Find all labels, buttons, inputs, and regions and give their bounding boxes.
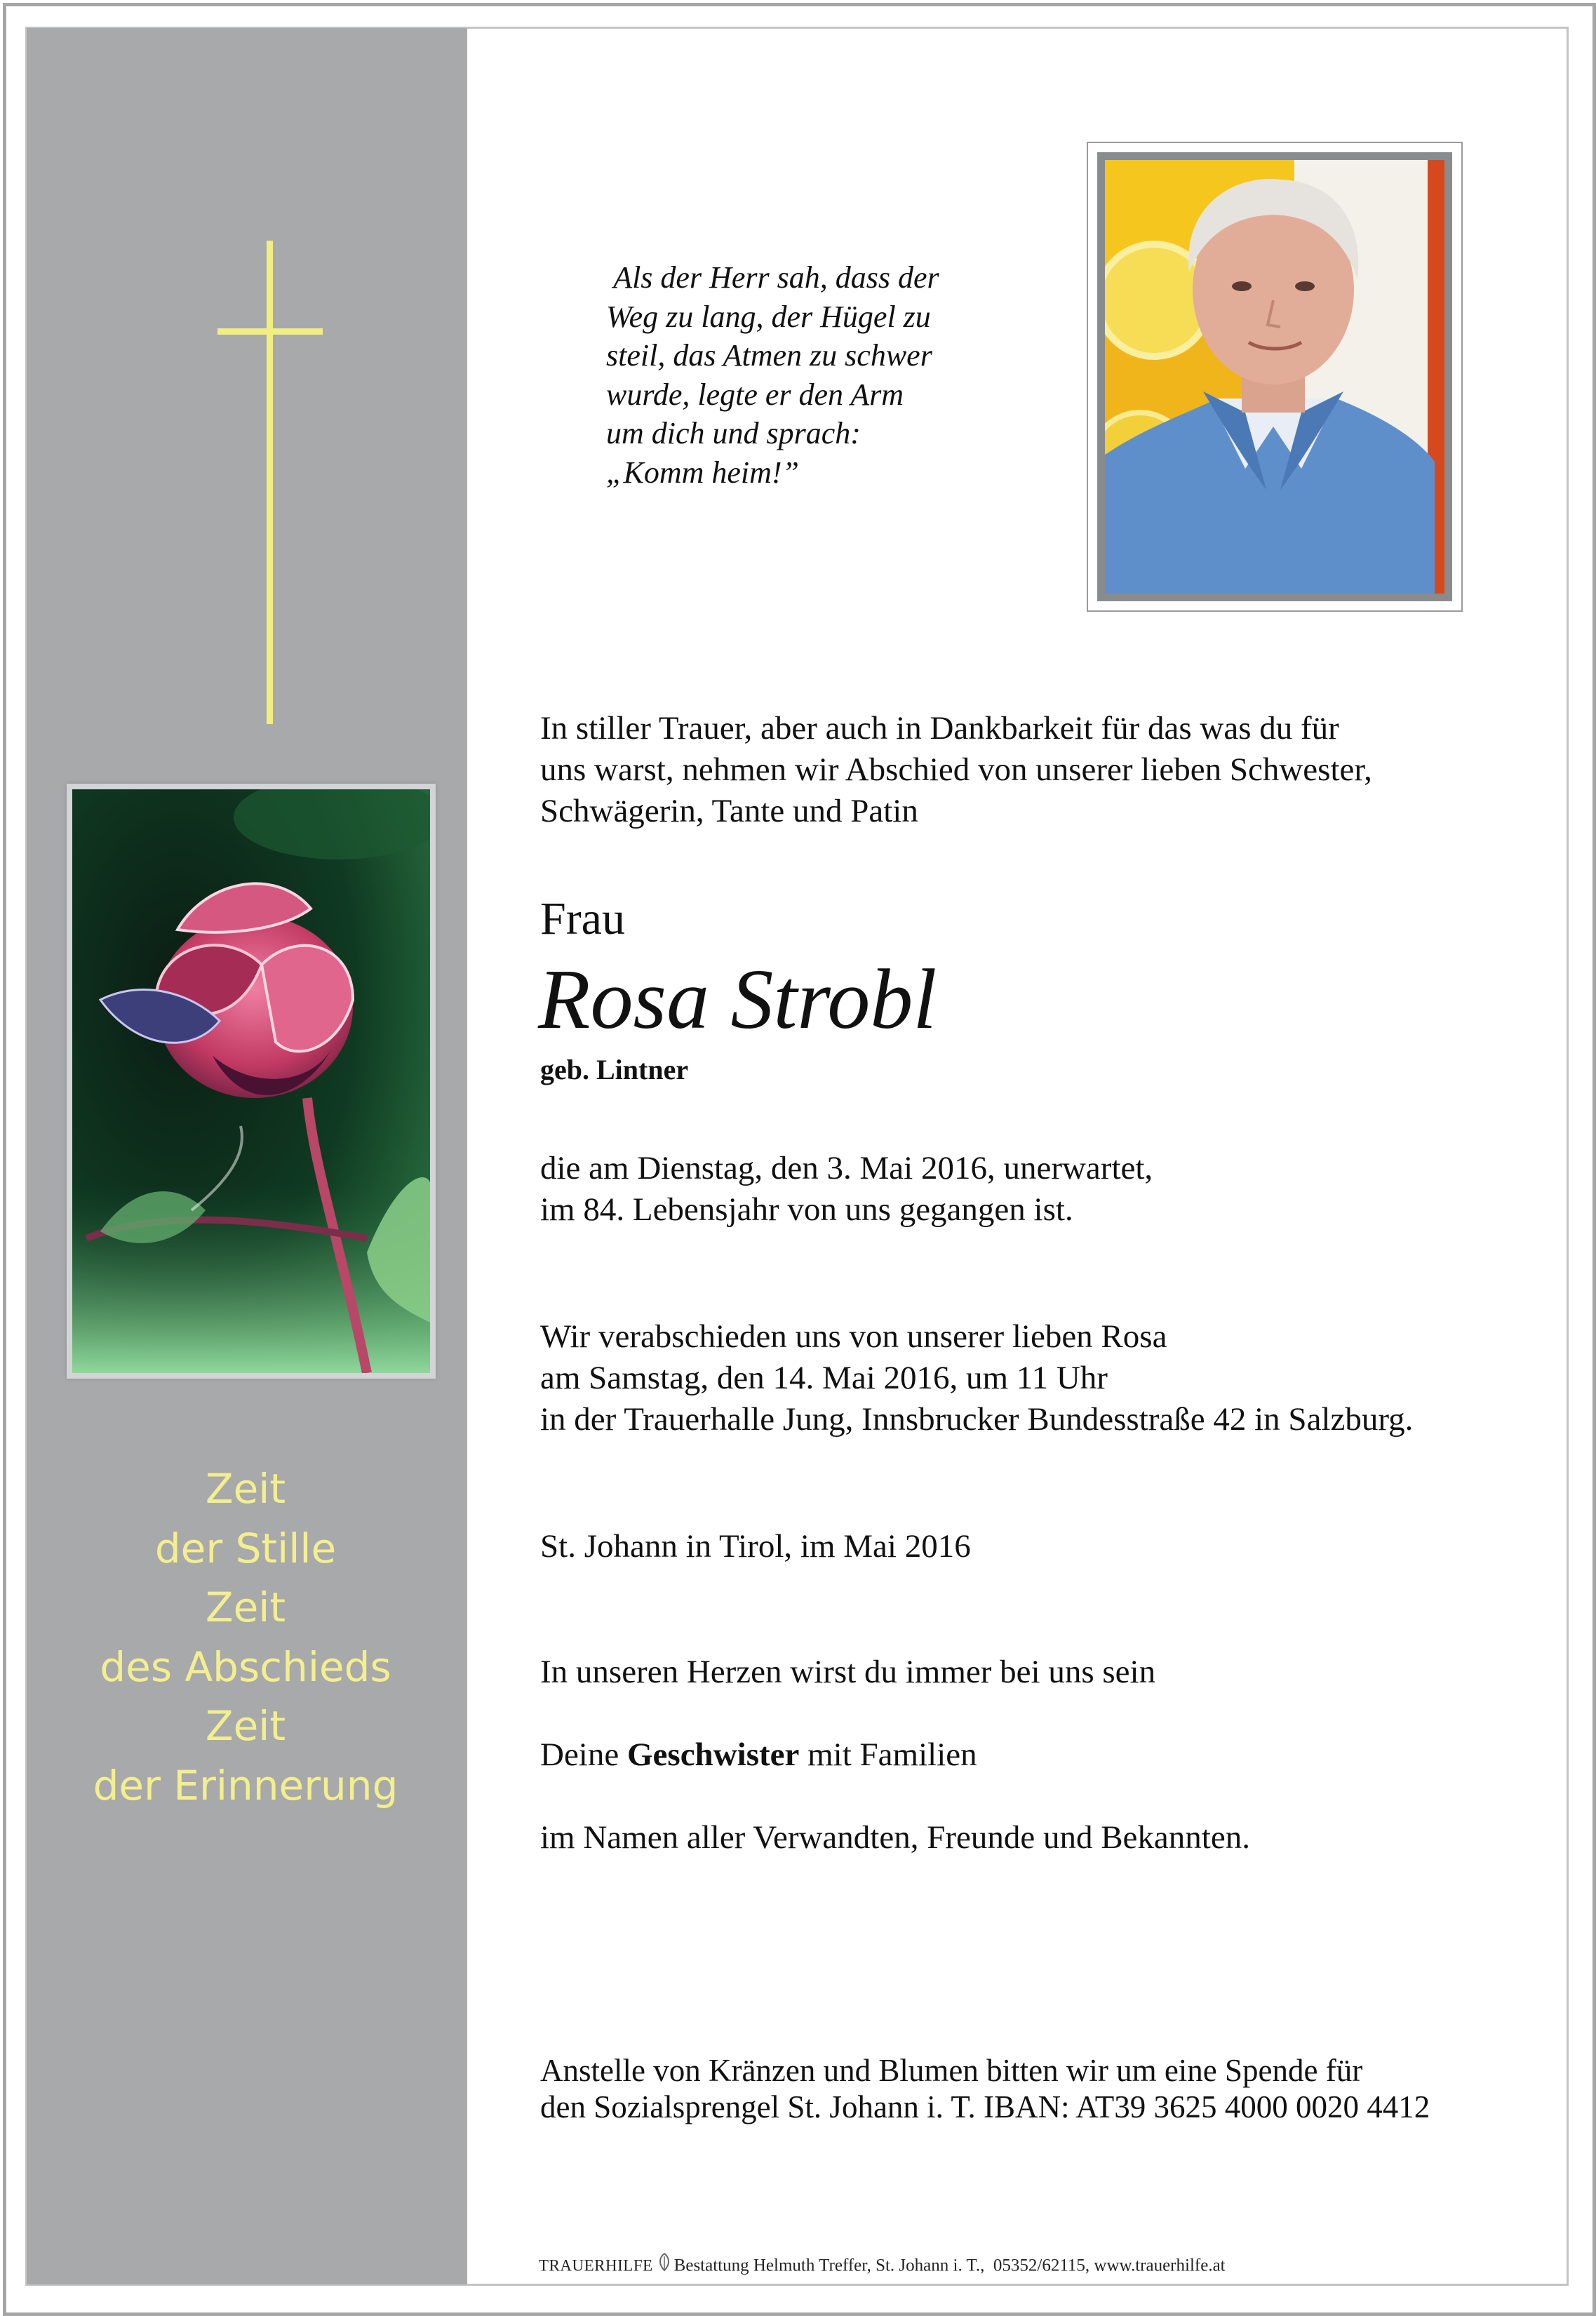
poem-line: Zeit (205, 1465, 286, 1513)
poem-line: Zeit (205, 1702, 286, 1750)
death-notice (540, 1148, 1153, 1231)
quote-line: steil, das Atmen zu schwer (606, 338, 932, 373)
poem-line: der Stille (154, 1524, 337, 1572)
death-line: die am Dienstag, den 3. Mai 2016, unerwartet, (540, 1150, 1153, 1186)
donation-line: Anstelle von Kränzen und Blumen bitten wir um eine Spende für (540, 2053, 1363, 2088)
intro-text (540, 708, 1372, 832)
intro-line: Schwägerin, Tante und Patin (540, 793, 918, 829)
poem-line: des Abschieds (100, 1642, 391, 1691)
sidebar-poem (42, 1459, 449, 1815)
footer (539, 2252, 1226, 2282)
cross-icon (267, 241, 273, 724)
family-suffix: mit Familien (807, 1736, 977, 1773)
portrait-photo (1087, 142, 1463, 612)
hearts-line (540, 1652, 1155, 1693)
rose-image (67, 784, 436, 1379)
farewell-line: am Samstag, den 14. Mai 2016, um 11 Uhr (540, 1360, 1108, 1396)
death-line: im 84. Lebensjahr von uns gegangen ist. (540, 1191, 1073, 1228)
quote (606, 258, 1055, 492)
quote-line: um dich und sprach: (606, 416, 861, 450)
quote-line: Weg zu lang, der Hügel zu (606, 299, 931, 334)
farewell-line: in der Trauerhalle Jung, Innsbrucker Bundesstraße 42 in Salzburg. (540, 1401, 1414, 1438)
deceased-name: Rosa Strobl (538, 952, 937, 1047)
cross-icon-bar (217, 328, 323, 335)
leaf-icon (657, 2252, 671, 2277)
salutation: Frau (540, 893, 625, 944)
intro-line: In stiller Trauer, aber auch in Dankbarkeit für das was du für (540, 710, 1339, 747)
portrait-picture (1105, 160, 1444, 594)
quote-line: „Komm heim!” (606, 455, 800, 490)
donation-line: den Sozialsprengel St. Johann i. T. IBAN: AT39 3625 4000 0020 4412 (540, 2089, 1430, 2124)
portrait-mat (1097, 152, 1452, 601)
place-date-line: St. Johann in Tirol, im Mai 2016 (540, 1528, 971, 1565)
hearts-line-text: In unseren Herzen wirst du immer bei uns sein (540, 1654, 1156, 1690)
poem-line: der Erinnerung (93, 1761, 398, 1809)
place-date (540, 1526, 971, 1567)
footer-brand: TRAUERHILFE (539, 2256, 653, 2275)
maiden-name: geb. Lintner (540, 1054, 689, 1085)
relatives-line-text: im Namen aller Verwandten, Freunde und Bekannten. (540, 1819, 1250, 1856)
relatives-line (540, 1817, 1250, 1859)
donation-text (540, 2052, 1430, 2125)
rose-picture (72, 789, 430, 1373)
footer-text: Bestattung Helmuth Treffer, St. Johann i. T., 05352/62115, www.trauerhilfe.at (673, 2256, 1226, 2275)
family-line (540, 1734, 977, 1776)
intro-line: uns warst, nehmen wir Abschied von unserer lieben Schwester, (540, 751, 1372, 788)
farewell-text (540, 1316, 1413, 1440)
family-bold: Geschwister (626, 1736, 800, 1773)
quote-line: wurde, legte er den Arm (606, 377, 904, 412)
family-prefix: Deine (540, 1736, 619, 1773)
farewell-line: Wir verabschieden uns von unserer lieben Rosa (540, 1318, 1167, 1355)
poem-line: Zeit (205, 1584, 286, 1631)
quote-line: Als der Herr sah, dass der (606, 260, 939, 295)
